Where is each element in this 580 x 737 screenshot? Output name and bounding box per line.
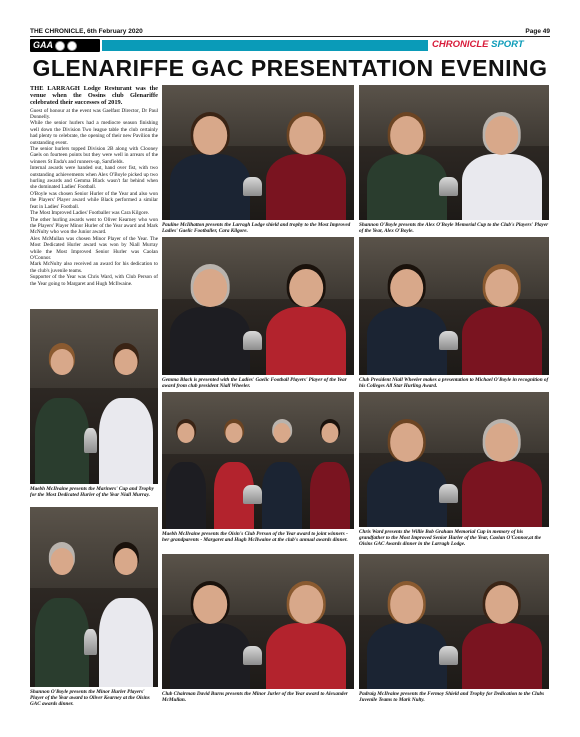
article-lead: THE LARRAGH Lodge Resturant was the venue when the Ossins club Glenariffe celebrated their successes of 2019. (30, 85, 158, 107)
article-body (30, 85, 158, 287)
person-silhouette (266, 262, 346, 375)
page-headline: GLENARIFFE GAC PRESENTATION EVENING (32, 55, 548, 81)
person-silhouette (367, 416, 447, 527)
person-silhouette (367, 262, 447, 375)
ball-icon (55, 41, 65, 51)
article-paragraph: O'Boyle was chosen Senior Hurler of the Year and also won the Players' Player award while Black performed a similar feat in Ladies' Football. (30, 190, 158, 210)
person-silhouette (170, 109, 250, 220)
page-number: Page 49 (525, 28, 550, 35)
photo-9 (162, 554, 354, 689)
person-silhouette (99, 539, 153, 687)
person-silhouette (367, 109, 447, 220)
brand-main: CHRONICLE (432, 39, 489, 50)
trophy-icon (439, 484, 458, 503)
person-silhouette (310, 417, 351, 529)
caption-4: Club President Niall Wheeler makes a presentation to Michael O'Boyle in recognition of his Colleges All Star Hurling Award. (359, 377, 549, 389)
brand-sport: SPORT (491, 39, 524, 50)
person-silhouette (462, 578, 542, 689)
caption-1: Pauline McIlhatton presents the Larragh Lodge shield and trophy to the Most Improved Ladies' Gaelic Footballer, Cara Kilgore. (162, 222, 351, 234)
article-paragraph: Alex McMullan was chosen Minor Player of the Year. The Most Dedicated Hurler award was won by Niall Murray while the Most Improved Senior Hurler was Caolan O'Connor. (30, 235, 158, 261)
article-paragraph: Supporter of the Year was Chris Ward, with Club Person of the Year going to Margaret and Hugh McIlwaine. (30, 274, 158, 287)
trophy-icon (439, 646, 458, 665)
trophy-icon (243, 331, 262, 350)
article-paragraph: The Most Improved Ladies' Footballer was Cara Kilgore. (30, 210, 150, 217)
trophy-icon (84, 629, 97, 654)
photo-6 (162, 392, 354, 529)
photo-2 (359, 85, 549, 220)
photo-5 (30, 309, 158, 484)
header-rule (30, 36, 550, 37)
article-paragraph: While the senior hurlers had a mediocre season finishing well down the Division Two league table the club certainly had plenty to celebrate, the opening of their new Pavilion the outstanding event. (30, 120, 158, 146)
caption-3: Gemma Black is presented with the Ladies' Gaelic Football Players' Player of the Year award from club president Niall Wheeler. (162, 377, 347, 389)
caption-8: Shannon O'Boyle presents the Minor Hurler Players' Player of the Year award to Oliver Kearney at the Oisins GAC awards dinner. (30, 689, 150, 707)
person-silhouette (99, 341, 153, 485)
person-silhouette (462, 416, 542, 527)
caption-9: Club Chairman David Burns presents the Minor Jurler of the Year award to Alexander McMullan. (162, 691, 348, 703)
trophy-icon (439, 331, 458, 350)
caption-2: Shannon O'Boyle presents the Alex O'Boyle Memorial Cup to the Club's Players' Player of the Year, Alex O'Boyle. (359, 222, 549, 234)
caption-5: Maebh McIlvaine presents the Mariners' Cup and Trophy for the Most Dedicated Hurler of the Year Niall Murray. (30, 486, 154, 498)
gaa-label: GAA (33, 40, 53, 50)
article-paragraph: Internal awards were handed out, hand over fist, with two outstanding achievements when Alex O'Boyle picked up two hurling awards and Gemma Black wasn't far behind when she dominated Ladies' Football. (30, 165, 158, 191)
trophy-icon (243, 646, 262, 665)
caption-6: Maebh McIlvaine presents the Oisin's Club Person of the Year award to joint winners - her grandparents - Margaret and Hugh McIlwaine at the club's annual awards dinner. (162, 531, 348, 543)
section-color-bar (102, 40, 428, 51)
photo-3 (162, 237, 354, 375)
person-silhouette (170, 578, 250, 689)
person-silhouette (266, 109, 346, 220)
photo-4 (359, 237, 549, 375)
person-silhouette (35, 341, 89, 485)
trophy-icon (243, 485, 262, 504)
person-silhouette (35, 539, 89, 687)
person-silhouette (367, 578, 447, 689)
person-silhouette (266, 578, 346, 689)
trophy-icon (243, 177, 262, 196)
running-head-left: THE CHRONICLE, 6th February 2020 (30, 28, 143, 35)
person-silhouette (462, 262, 542, 375)
gaa-section-logo (30, 39, 100, 52)
caption-10: Padraig McIlvaine presents the Fermoy Shield and Trophy for Dedication to the Clubs Juvenile Teams to Mark Nulty. (359, 691, 545, 703)
article-paragraph: Mark McNulty also received an award for his dedication to the club's juvenile teams. (30, 261, 158, 274)
photo-1 (162, 85, 354, 220)
article-paragraph: The senior hurlers topped Division 2B along with Clooney Gaels on fourteen points but they were well in arrears of the winners St Enda's and runners-up, Sarsfields. (30, 146, 158, 165)
article-paragraph: Guest of honour at the event was Gaelfast Director, Dr Paul Donnelly. (30, 107, 158, 121)
brand-logo (432, 39, 524, 50)
ball-icon (67, 41, 77, 51)
photo-7 (359, 392, 549, 527)
trophy-icon (439, 177, 458, 196)
person-silhouette (214, 417, 255, 529)
photo-10 (359, 554, 549, 689)
person-silhouette (262, 417, 303, 529)
article-paragraph: The other hurling awards went to Oliver Kearney who won the Players' Player Minor Hurler of the Year award and Mark McNulty who won the Junior award. (30, 216, 158, 236)
caption-7: Chris Ward presents the Willie Bob Graham Memorial Cup in memory of his grandfather to the Most Improved Senior Hurler of the Year, Caolan O'Connor,at the Oisins GAC Awards dinner in the Larragh Lodge. (359, 529, 542, 547)
person-silhouette (166, 417, 207, 529)
trophy-icon (84, 428, 97, 453)
person-silhouette (170, 262, 250, 375)
person-silhouette (462, 109, 542, 220)
photo-8 (30, 507, 158, 687)
